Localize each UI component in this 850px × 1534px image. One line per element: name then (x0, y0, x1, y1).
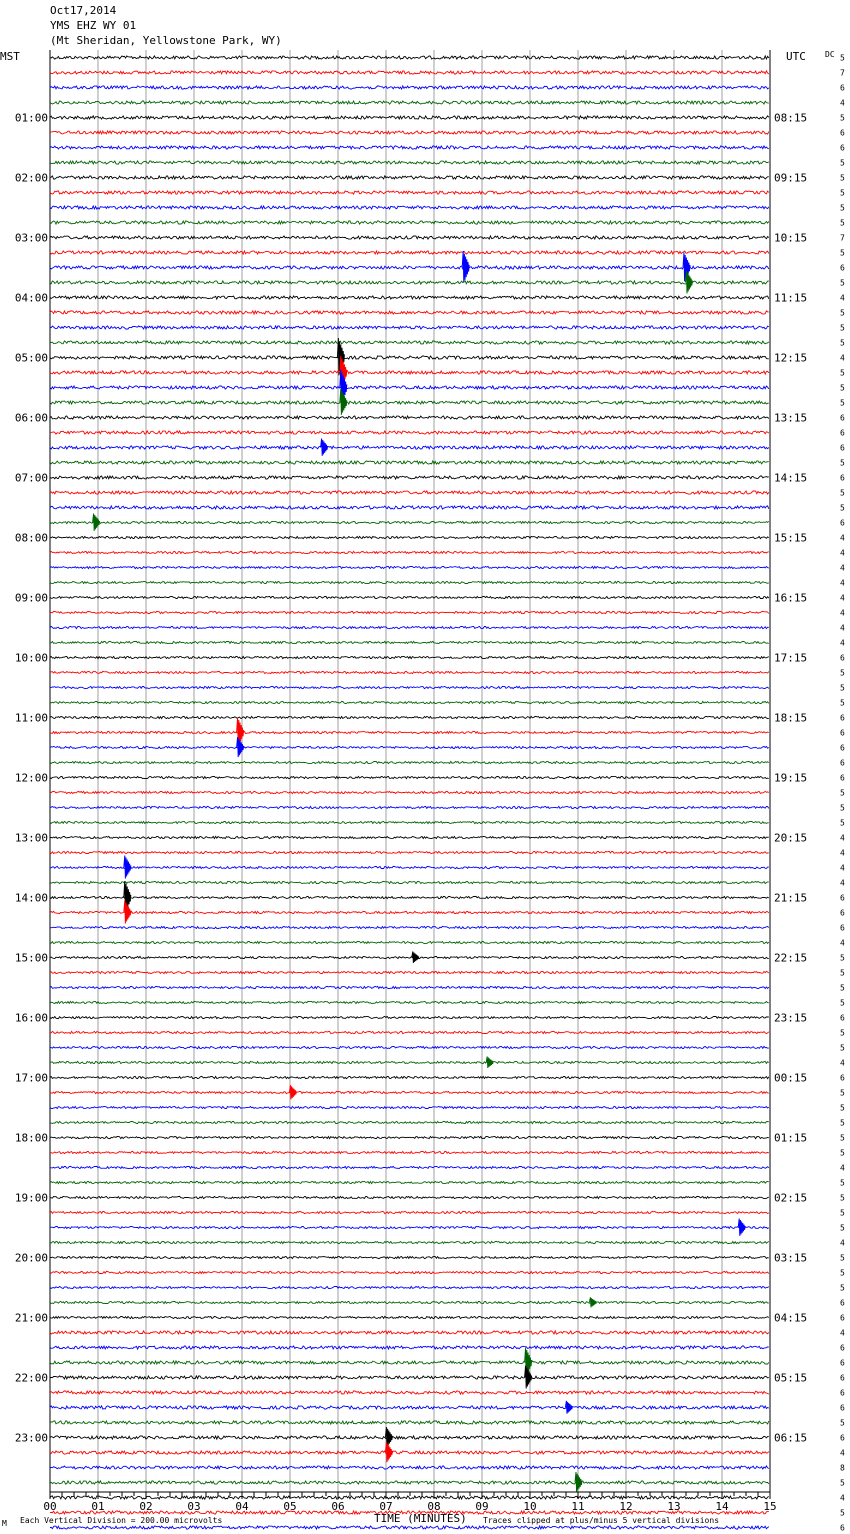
dc-value: 5 (840, 1508, 845, 1518)
seismic-traces (50, 56, 769, 1534)
dc-value: 5 (840, 1418, 845, 1428)
mst-hour-label: 10:00 (14, 651, 48, 665)
seismic-trace (50, 1226, 769, 1228)
x-tick-label: 00 (43, 1500, 57, 1513)
seismic-trace (50, 641, 769, 643)
seismic-event (565, 1401, 572, 1414)
seismic-trace (50, 221, 769, 224)
seismic-trace (50, 521, 769, 523)
dc-value: 4 (840, 578, 845, 588)
seismic-trace (50, 1211, 769, 1213)
seismic-trace (50, 731, 769, 733)
dc-value: 6 (840, 758, 845, 768)
dc-value: 4 (840, 623, 845, 633)
dc-value: 6 (840, 1313, 845, 1323)
seismic-trace (50, 1091, 769, 1093)
mst-hour-label: 08:00 (14, 531, 48, 545)
utc-hour-label: 04:15 (774, 1311, 808, 1325)
mst-hour-label: 20:00 (14, 1251, 48, 1265)
seismic-trace (50, 671, 769, 673)
seismic-trace (50, 1496, 769, 1499)
seismic-event (685, 271, 692, 294)
dc-value: 4 (840, 353, 845, 363)
seismic-trace (50, 1046, 769, 1048)
mst-hour-label: 01:00 (14, 111, 48, 125)
mst-hour-label: 16:00 (14, 1011, 48, 1025)
dc-value: 5 (840, 1253, 845, 1263)
utc-hour-label: 12:15 (774, 351, 808, 365)
x-tick-label: 08 (427, 1500, 441, 1513)
mst-hour-label: 03:00 (14, 231, 48, 245)
dc-value: 6 (840, 143, 845, 153)
dc-value: 6 (840, 1358, 845, 1368)
utc-hour-label: 21:15 (774, 891, 808, 905)
dc-value: 4 (840, 563, 845, 573)
mst-label: MST (0, 50, 20, 63)
seismic-event (289, 1085, 296, 1099)
utc-hour-label: 22:15 (774, 951, 808, 965)
dc-value: 6 (840, 1013, 845, 1023)
dc-value: 4 (840, 1058, 845, 1068)
utc-hour-label: 10:15 (774, 231, 808, 245)
mst-hour-label: 07:00 (14, 471, 48, 485)
seismic-trace (50, 401, 769, 404)
seismic-trace (50, 176, 769, 179)
seismic-trace (50, 791, 769, 793)
seismic-event (93, 514, 100, 531)
seismic-trace (50, 506, 769, 509)
seismic-trace (50, 1151, 769, 1153)
dc-value: 5 (840, 503, 845, 513)
mst-hour-label: 12:00 (14, 771, 48, 785)
dc-value: 5 (840, 968, 845, 978)
left-hour-labels (15, 112, 48, 1445)
dc-value: 4 (840, 1238, 845, 1248)
seismic-trace (50, 356, 769, 359)
x-axis (43, 1492, 776, 1513)
dc-value: 4 (840, 98, 845, 108)
station-id: YMS EHZ WY 01 (50, 19, 137, 32)
mst-hour-label: 18:00 (14, 1131, 48, 1145)
dc-value: 6 (840, 428, 845, 438)
dc-value: 5 (840, 698, 845, 708)
dc-value: 6 (840, 443, 845, 453)
seismic-trace (50, 1106, 769, 1108)
dc-value: 5 (840, 458, 845, 468)
seismic-trace (50, 536, 769, 538)
dc-value: 5 (840, 248, 845, 258)
dc-value: 4 (840, 833, 845, 843)
dc-value: 6 (840, 1373, 845, 1383)
dc-value: 5 (840, 1028, 845, 1038)
seismic-trace (50, 116, 769, 119)
seismic-trace (50, 716, 769, 718)
mst-hour-label: 17:00 (14, 1071, 48, 1085)
dc-value: 4 (840, 848, 845, 858)
seismic-trace (50, 1361, 769, 1364)
seismic-trace (50, 266, 769, 269)
dc-value: 5 (840, 1223, 845, 1233)
seismic-trace (50, 161, 769, 164)
seismic-trace (50, 1436, 769, 1439)
seismic-trace (50, 206, 769, 209)
seismic-trace (50, 476, 769, 479)
seismic-trace (50, 386, 769, 389)
seismic-trace (50, 656, 769, 658)
dc-value: 4 (840, 1448, 845, 1458)
clip-note: Traces clipped at plus/minus 5 vertical divisions (483, 1516, 720, 1525)
seismic-trace (50, 926, 769, 928)
seismic-trace (50, 611, 769, 613)
seismic-trace (50, 701, 769, 703)
utc-hour-label: 11:15 (774, 291, 808, 305)
dc-value: 4 (840, 593, 845, 603)
x-tick-label: 02 (139, 1500, 153, 1513)
x-tick-label: 03 (187, 1500, 201, 1513)
dc-value: 5 (840, 953, 845, 963)
dc-value: 6 (840, 413, 845, 423)
utc-hour-label: 20:15 (774, 831, 808, 845)
seismic-trace (50, 56, 769, 59)
seismic-trace (50, 251, 769, 254)
dc-value: 5 (840, 203, 845, 213)
dc-value: 5 (840, 1043, 845, 1053)
seismic-event (486, 1057, 493, 1069)
seismic-trace (50, 1121, 769, 1123)
seismic-trace (50, 101, 769, 104)
dc-value: 6 (840, 473, 845, 483)
dc-value: 8 (840, 1463, 845, 1473)
mst-hour-label: 15:00 (14, 951, 48, 965)
seismic-trace (50, 416, 769, 419)
dc-value: 6 (840, 518, 845, 528)
dc-value: 6 (840, 83, 845, 93)
dc-value: 5 (840, 1208, 845, 1218)
dc-value: 5 (840, 338, 845, 348)
dc-value: 4 (840, 608, 845, 618)
x-tick-label: 09 (475, 1500, 489, 1513)
seismic-trace (50, 986, 769, 988)
seismic-event (321, 439, 328, 456)
dc-value: 5 (840, 1088, 845, 1098)
dc-value: 5 (840, 1103, 845, 1113)
x-axis-label: TIME (MINUTES) (374, 1512, 467, 1525)
dc-value: 6 (840, 1343, 845, 1353)
seismic-trace (50, 1286, 769, 1288)
dc-value: 5 (840, 113, 845, 123)
seismic-trace (50, 1076, 769, 1078)
utc-hour-label: 23:15 (774, 1011, 808, 1025)
dc-value: 6 (840, 773, 845, 783)
x-tick-label: 13 (667, 1500, 681, 1513)
dc-value: 5 (840, 1148, 845, 1158)
utc-hour-label: 19:15 (774, 771, 808, 785)
mst-hour-label: 05:00 (14, 351, 48, 365)
dc-value: 6 (840, 1073, 845, 1083)
seismic-trace (50, 296, 769, 299)
seismic-trace (50, 146, 769, 149)
dc-value: 4 (840, 548, 845, 558)
utc-hour-label: 13:15 (774, 411, 808, 425)
dc-value: 5 (840, 188, 845, 198)
seismic-trace (50, 1001, 769, 1003)
dc-value: 6 (840, 653, 845, 663)
mst-hour-label: 13:00 (14, 831, 48, 845)
seismic-trace (50, 1016, 769, 1018)
dc-value: 5 (840, 278, 845, 288)
dc-value: 6 (840, 128, 845, 138)
seismic-trace (50, 956, 769, 958)
mst-hour-label: 04:00 (14, 291, 48, 305)
seismic-trace (50, 836, 769, 838)
seismic-trace (50, 461, 769, 464)
x-tick-label: 10 (523, 1500, 537, 1513)
dc-value: 4 (840, 878, 845, 888)
mst-hour-label: 21:00 (14, 1311, 48, 1325)
dc-value: 5 (840, 173, 845, 183)
dc-value: 5 (840, 383, 845, 393)
seismic-trace (50, 851, 769, 853)
dc-value: 6 (840, 1403, 845, 1413)
utc-hour-label: 00:15 (774, 1071, 808, 1085)
seismic-trace (50, 371, 769, 374)
dc-value: 4 (840, 638, 845, 648)
seismic-trace (50, 1346, 769, 1349)
seismic-event (589, 1297, 596, 1307)
seismic-event (462, 251, 469, 283)
seismic-trace (50, 776, 769, 778)
dc-value: 6 (840, 893, 845, 903)
dc-value: 5 (840, 368, 845, 378)
seismic-trace (50, 566, 769, 568)
seismic-event (385, 1442, 392, 1462)
seismic-trace (50, 551, 769, 553)
seismic-trace (50, 131, 769, 134)
utc-hour-label: 02:15 (774, 1191, 808, 1205)
dc-value: 5 (840, 998, 845, 1008)
dc-value: 4 (840, 533, 845, 543)
minute-gridlines (50, 50, 770, 1492)
seismic-trace (50, 686, 769, 688)
dc-value: 5 (840, 668, 845, 678)
dc-value: 5 (840, 323, 845, 333)
seismic-trace (50, 326, 769, 329)
dc-value: 5 (840, 1268, 845, 1278)
x-tick-label: 12 (619, 1500, 633, 1513)
seismic-trace (50, 1271, 769, 1273)
x-tick-label: 11 (571, 1500, 585, 1513)
utc-hour-label: 16:15 (774, 591, 808, 605)
seismic-event (575, 1472, 582, 1492)
seismic-trace (50, 596, 769, 598)
seismic-trace (50, 1136, 769, 1138)
seismic-trace (50, 281, 769, 284)
dc-value: 5 (840, 308, 845, 318)
seismic-trace (50, 941, 769, 943)
seismic-trace (50, 881, 769, 883)
dc-value: 5 (840, 818, 845, 828)
seismic-trace (50, 1256, 769, 1258)
utc-hour-label: 08:15 (774, 111, 808, 125)
mst-hour-label: 06:00 (14, 411, 48, 425)
mst-hour-label: 22:00 (14, 1371, 48, 1385)
seismic-trace (50, 1301, 769, 1303)
mst-hour-label: 11:00 (14, 711, 48, 725)
utc-hour-label: 03:15 (774, 1251, 808, 1265)
seismic-event (124, 856, 131, 879)
dc-value: 6 (840, 1433, 845, 1443)
seismic-trace (50, 806, 769, 808)
dc-value: 7 (840, 233, 845, 243)
seismic-trace (50, 1241, 769, 1243)
x-tick-label: 04 (235, 1500, 249, 1513)
dc-value: 5 (840, 218, 845, 228)
x-tick-label: 15 (763, 1500, 777, 1513)
dc-value: 5 (840, 1118, 845, 1128)
utc-hour-label: 01:15 (774, 1131, 808, 1145)
dc-value: 5 (840, 53, 845, 63)
dc-value: 5 (840, 488, 845, 498)
seismic-event (412, 952, 419, 964)
dc-value: 5 (840, 1178, 845, 1188)
dc-value: 6 (840, 743, 845, 753)
seismic-trace (50, 311, 769, 314)
station-location: (Mt Sheridan, Yellowstone Park, WY) (50, 34, 282, 47)
dc-value: 5 (840, 983, 845, 993)
dc-value: 6 (840, 1523, 845, 1533)
seismic-trace (50, 821, 769, 823)
seismic-trace (50, 896, 769, 898)
dc-value: 6 (840, 923, 845, 933)
seismic-trace (50, 1421, 769, 1424)
seismic-trace (50, 1376, 769, 1379)
seismic-trace (50, 1466, 769, 1469)
dc-value: 5 (840, 1133, 845, 1143)
right-hour-labels (774, 112, 807, 1445)
dc-value: 6 (840, 1388, 845, 1398)
dc-value: 5 (840, 398, 845, 408)
seismic-trace (50, 1331, 769, 1334)
dc-value: 4 (840, 863, 845, 873)
seismic-trace (50, 1316, 769, 1318)
dc-value: 4 (840, 293, 845, 303)
utc-hour-label: 18:15 (774, 711, 808, 725)
seismic-trace (50, 236, 769, 239)
seismic-trace (50, 911, 769, 913)
corner-mark: M (2, 1519, 7, 1528)
plot-date: Oct17,2014 (50, 4, 117, 17)
seismic-trace (50, 191, 769, 194)
dc-offset-values (840, 54, 845, 1534)
mst-hour-label: 02:00 (14, 171, 48, 185)
seismic-trace (50, 761, 769, 763)
seismic-trace (50, 491, 769, 494)
dc-value: 5 (840, 1478, 845, 1488)
mst-hour-label: 09:00 (14, 591, 48, 605)
mst-hour-label: 23:00 (14, 1431, 48, 1445)
dc-value: 4 (840, 938, 845, 948)
mst-hour-label: 19:00 (14, 1191, 48, 1205)
dc-value: 7 (840, 68, 845, 78)
x-tick-label: 01 (91, 1500, 105, 1513)
x-tick-label: 05 (283, 1500, 297, 1513)
seismic-trace (50, 626, 769, 628)
dc-value: 5 (840, 1283, 845, 1293)
utc-hour-label: 09:15 (774, 171, 808, 185)
seismic-trace (50, 71, 769, 74)
utc-hour-label: 17:15 (774, 651, 808, 665)
seismic-trace (50, 746, 769, 748)
seismic-trace (50, 1166, 769, 1168)
seismic-trace (50, 341, 769, 344)
dc-value: 5 (840, 1193, 845, 1203)
x-tick-label: 07 (379, 1500, 393, 1513)
seismic-trace (50, 1526, 769, 1529)
dc-header: DC (825, 50, 835, 59)
mst-hour-label: 14:00 (14, 891, 48, 905)
utc-hour-label: 05:15 (774, 1371, 808, 1385)
seismic-trace (50, 1451, 769, 1454)
seismic-trace (50, 1196, 769, 1198)
seismic-trace (50, 581, 769, 583)
seismic-trace (50, 446, 769, 449)
utc-label: UTC (786, 50, 806, 63)
dc-value: 5 (840, 788, 845, 798)
seismic-trace (50, 1406, 769, 1409)
dc-value: 4 (840, 1163, 845, 1173)
seismic-trace (50, 971, 769, 973)
seismic-trace (50, 86, 769, 89)
dc-value: 5 (840, 683, 845, 693)
dc-value: 5 (840, 158, 845, 168)
dc-value: 6 (840, 263, 845, 273)
utc-hour-label: 14:15 (774, 471, 808, 485)
dc-value: 4 (840, 1493, 845, 1503)
utc-hour-label: 15:15 (774, 531, 808, 545)
seismic-event (738, 1219, 745, 1236)
seismic-trace (50, 1061, 769, 1063)
seismic-trace (50, 1481, 769, 1484)
seismic-trace (50, 1181, 769, 1183)
seismic-trace (50, 1031, 769, 1033)
dc-value: 5 (840, 803, 845, 813)
dc-value: 6 (840, 1298, 845, 1308)
seismic-trace (50, 866, 769, 868)
dc-value: 6 (840, 713, 845, 723)
seismic-trace (50, 1391, 769, 1394)
utc-hour-label: 06:15 (774, 1431, 808, 1445)
dc-value: 4 (840, 1328, 845, 1338)
dc-value: 6 (840, 908, 845, 918)
x-tick-label: 14 (715, 1500, 729, 1513)
x-tick-label: 06 (331, 1500, 345, 1513)
dc-value: 6 (840, 728, 845, 738)
seismic-trace (50, 431, 769, 434)
scale-note: Each Vertical Division = 200.00 microvolts (20, 1516, 223, 1525)
